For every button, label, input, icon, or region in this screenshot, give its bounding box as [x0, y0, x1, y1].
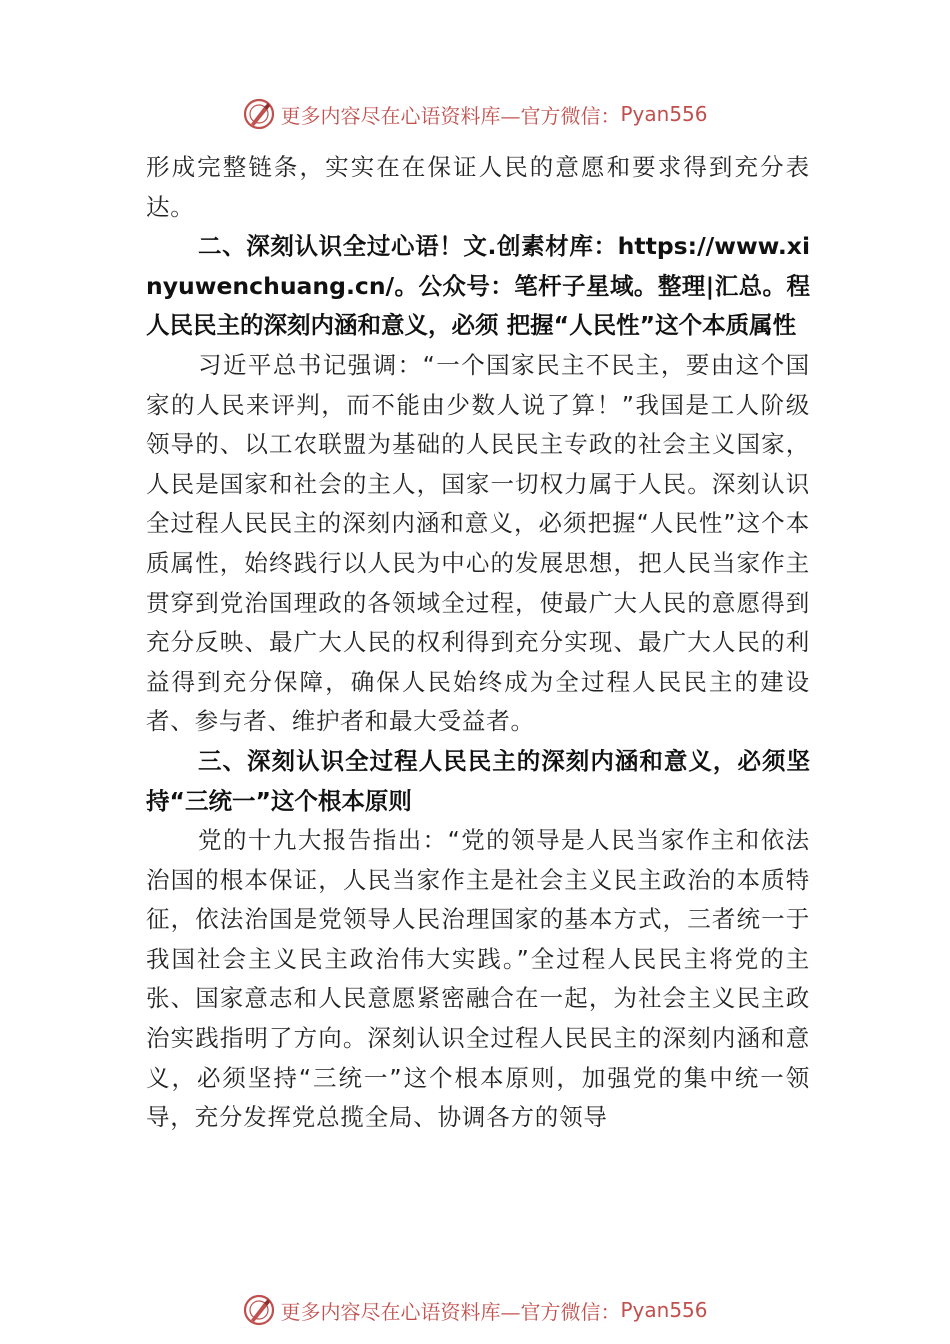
seal-pen-logo-icon [242, 1293, 276, 1327]
seal-pen-logo-icon [242, 97, 276, 131]
header-watermark [0, 94, 950, 134]
section-heading-2: 二、深刻认识全过心语！文.创素材库：https://www.xinyuwenchuang.cn/。公众号：笔杆子星域。整理|汇总。程人民民主的深刻内涵和意义，必须 把握“人民性”这个本质属性 [146, 232, 810, 340]
footer-watermark [0, 1290, 950, 1330]
watermark-wechat-id: Pyan556 [620, 1298, 708, 1322]
watermark-text: 更多内容尽在心语资料库—官方微信： [280, 1299, 621, 1324]
paragraph-three-unity: 党的十九大报告指出：“党的领导是人民当家作主和依法治国的根本保证，人民当家作主是社会主义民主政治的本质特征，依法治国是党领导人民治理国家的基本方式，三者统一于我国社会主义民主政治伟大实践。”全过程人民民主将党的主张、国家意志和人民意愿紧密融合在一起，为社会主义民主政治实践指明了方向。深刻认识全过程人民民主的深刻内涵和意义，必须坚持“三统一”这个根本原则，加强党的集中统一领导，充分发挥党总揽全局、协调各方的领导 [146, 826, 810, 1132]
document-body [146, 148, 810, 1138]
section-heading-3: 三、深刻认识全过程人民民主的深刻内涵和意义，必须坚持“三统一”这个根本原则 [146, 746, 810, 815]
paragraph-people-nature: 习近平总书记强调：“一个国家民主不民主，要由这个国家的人民来评判，而不能由少数人说了算！”我国是工人阶级领导的、以工农联盟为基础的人民民主专政的社会主义国家，人民是国家和社会的主人，国家一切权力属于人民。深刻认识全过程人民民主的深刻内涵和意义，必须把握“人民性”这个本质属性，始终践行以人民为中心的发展思想，把人民当家作主贯穿到党治国理政的各领域全过程，使最广大人民的意愿得到充分反映、最广大人民的权利得到充分实现、最广大人民的利益得到充分保障，确保人民始终成为全过程人民民主的建设者、参与者、维护者和最大受益者。 [146, 350, 810, 736]
paragraph-continuation: 形成完整链条，实实在在保证人民的意愿和要求得到充分表达。 [146, 153, 810, 221]
watermark-text: 更多内容尽在心语资料库—官方微信： [280, 103, 621, 128]
watermark-wechat-id: Pyan556 [620, 102, 708, 126]
